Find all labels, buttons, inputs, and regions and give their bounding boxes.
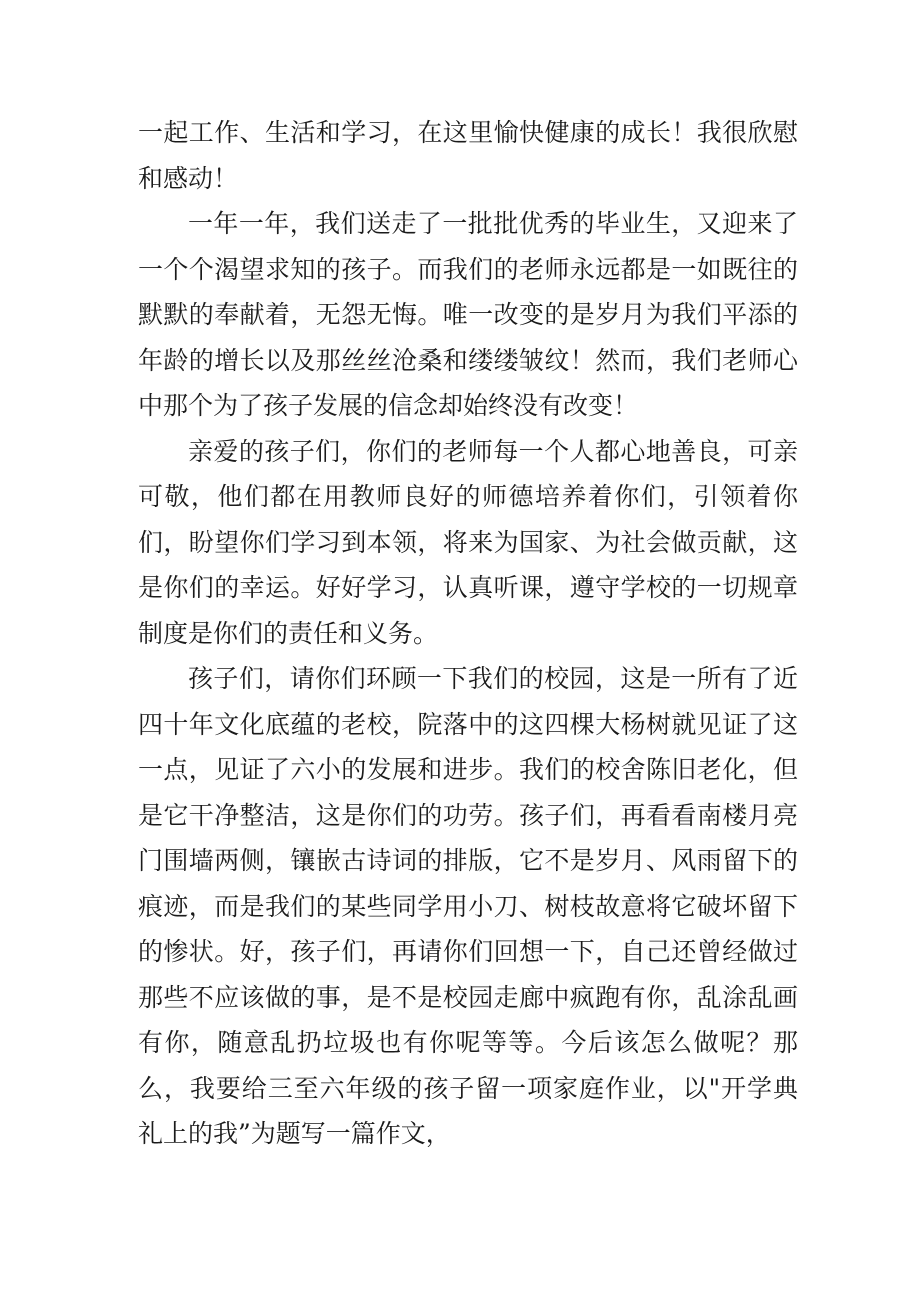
paragraph-3: 亲爱的孩子们，你们的老师每一个人都心地善良，可亲可敬，他们都在用教师良好的师德培养着你们，引领着你们，盼望你们学习到本领，将来为国家、为社会做贡献，这是你们的幸运。好好学习，认真听课，遵守学校的一切规章制度是你们的责任和义务。 [138,436,798,648]
paragraph-2: 一年一年，我们送走了一批批优秀的毕业生，又迎来了一个个渴望求知的孩子。而我们的老师永远都是一如既往的默默的奉献着，无怨无悔。唯一改变的是岁月为我们平添的年龄的增长以及那丝丝沧桑和缕缕皱纹！然而，我们老师心中那个为了孩子发展的信念却始终没有改变！ [138,209,798,420]
paragraph-1: 一起工作、生活和学习，在这里愉快健康的成长！我很欣慰和感动！ [138,118,798,193]
paragraph-4: 孩子们，请你们环顾一下我们的校园，这是一所有了近四十年文化底蕴的老校，院落中的这四棵大杨树就见证了这一点，见证了六小的发展和进步。我们的校舍陈旧老化，但是它干净整洁，这是你们的功劳。孩子们，再看看南楼月亮门围墙两侧，镶嵌古诗词的排版，它不是岁月、风雨留下的痕迹，而是我们的某些同学用小刀、树枝故意将它破坏留下的惨状。好，孩子们，再请你们回想一下，自己还曾经做过那些不应该做的事，是不是校园走廊中疯跑有你，乱涂乱画有你，随意乱扔垃圾也有你呢等等。今后该怎么做呢？那么，我要给三至六年级的孩子留一项家庭作业，以"开学典礼上的我”为题写一篇作文， [138,664,798,1148]
document-body [138,110,798,1157]
